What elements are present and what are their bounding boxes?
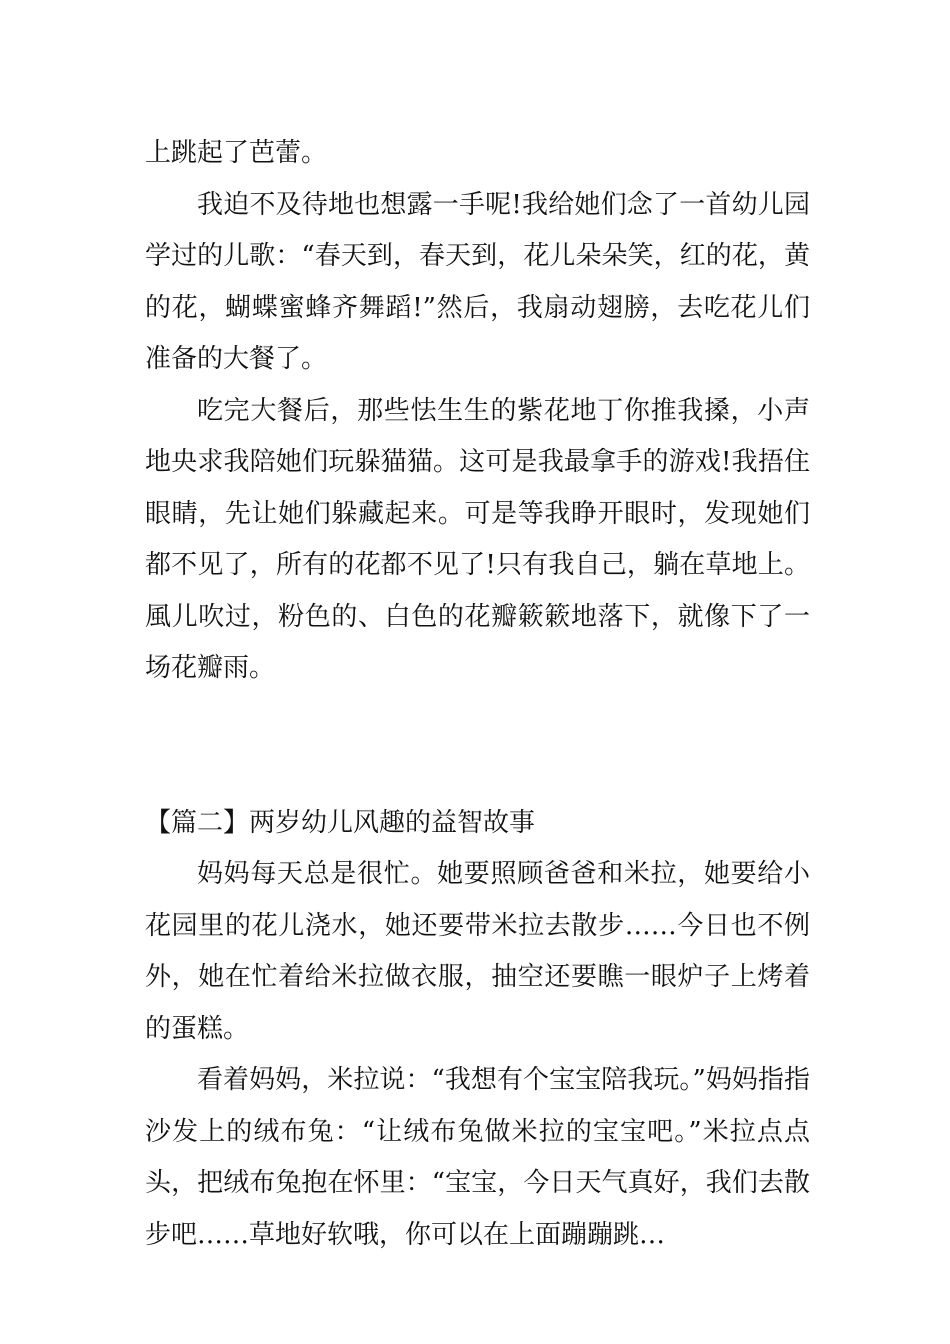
document-page: [145, 128, 810, 1261]
section-heading: 【篇二】两岁幼儿风趣的益智故事: [145, 807, 536, 838]
paragraph: 妈妈每天总是很忙。她要照顾爸爸和米拉，她要给小花园里的花儿浇水，她还要带米拉去散步……今日也不例外，她在忙着给米拉做衣服，抽空还要瞧一眼炉子上烤着的蛋糕。: [145, 859, 810, 1044]
paragraph-continued: 上跳起了芭蕾。: [145, 138, 328, 168]
paragraph: 看着妈妈，米拉说：“我想有个宝宝陪我玩。”妈妈指指沙发上的绒布兔：“让绒布兔做米拉的宝宝吧。”米拉点点头，把绒布兔抱在怀里：“宝宝，今日天气真好，我们去散步吧……草地好软哦，你可以在上面蹦蹦跳…: [145, 1065, 810, 1250]
paragraph: 我迫不及待地也想露一手呢!我给她们念了一首幼儿园学过的儿歌：“春天到，春天到，花儿朵朵笑，红的花，黄的花，蝴蝶蜜蜂齐舞蹈!”然后，我扇动翅膀，去吃花儿们准备的大餐了。: [145, 189, 810, 374]
section-spacer: [145, 695, 810, 798]
paragraph: 吃完大餐后，那些怯生生的紫花地丁你推我搡，小声地央求我陪她们玩躲猫猫。这可是我最拿手的游戏!我捂住眼睛，先让她们躲藏起来。可是等我睁开眼时，发现她们都不见了，所有的花都不见了!只有我自己，躺在草地上。風儿吹过，粉色的、白色的花瓣簌簌地落下，就像下了一场花瓣雨。: [145, 395, 810, 683]
